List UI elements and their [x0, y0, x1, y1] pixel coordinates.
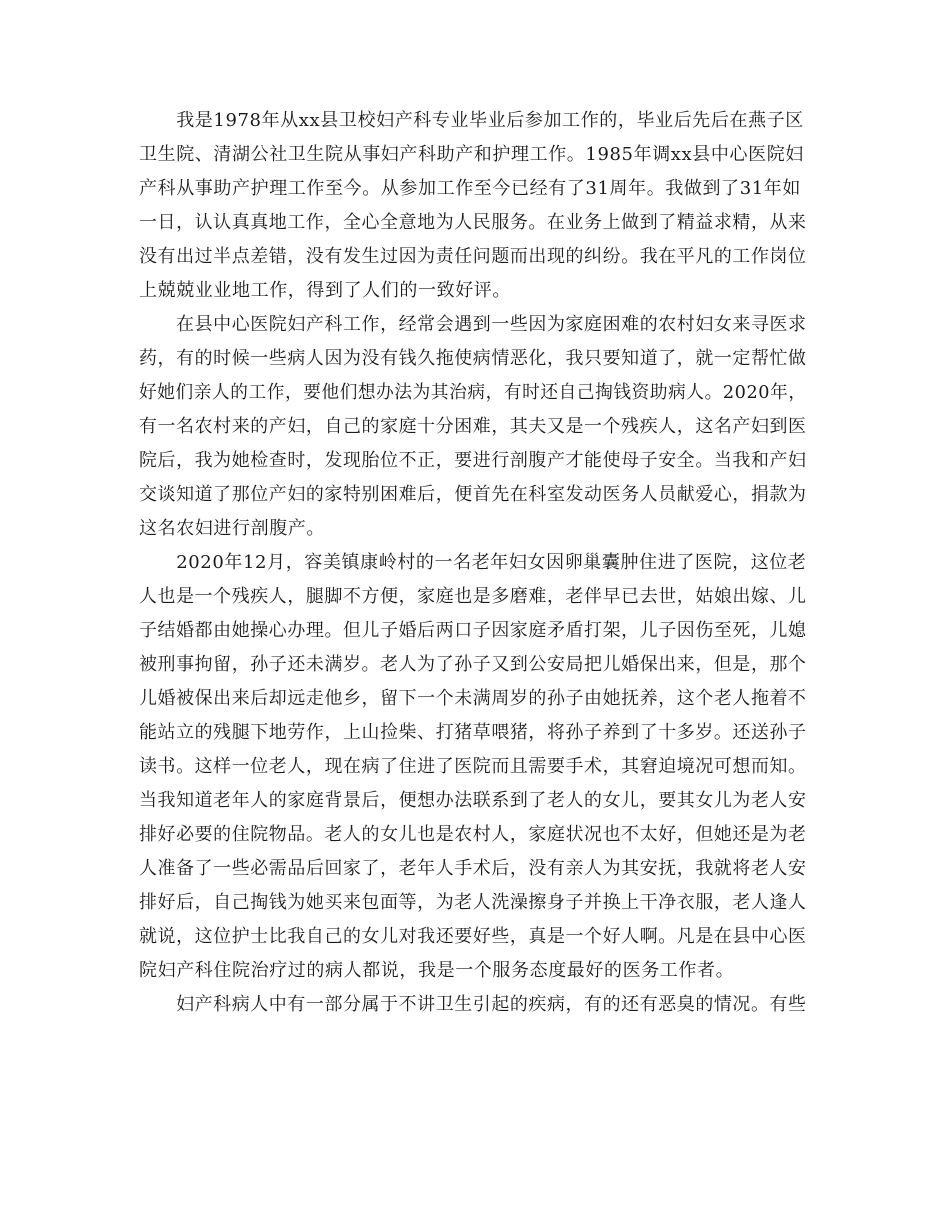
- text-line: 儿婚被保出来后却远走他乡，留下一个未满周岁的孙子由她抚养，这个老人拖着不: [139, 688, 807, 709]
- text-line: 排好必要的住院物品。老人的女儿也是农村人，家庭状况也不太好，但她还是为老: [139, 824, 807, 845]
- text-line: 在县中心医院妇产科工作，经常会遇到一些因为家庭困难的农村妇女来寻医求: [139, 314, 807, 335]
- text-line: 妇产科病人中有一部分属于不讲卫生引起的疾病，有的还有恶臭的情况。有些: [139, 994, 807, 1015]
- text-line: 院后，我为她检查时，发现胎位不正，要进行剖腹产才能使母子安全。当我和产妇: [139, 450, 807, 471]
- text-line: 当我知道老年人的家庭背景后，便想办法联系到了老人的女儿，要其女儿为老人安: [139, 790, 807, 811]
- text-line: 有一名农村来的产妇，自己的家庭十分困难，其夫又是一个残疾人，这名产妇到医: [139, 416, 807, 437]
- text-line: 药，有的时候一些病人因为没有钱久拖使病情恶化，我只要知道了，就一定帮忙做: [139, 348, 807, 369]
- text-line: 就说，这位护士比我自己的女儿对我还要好些，真是一个好人啊。凡是在县中心医: [139, 926, 807, 947]
- text-line: 没有出过半点差错，没有发生过因为责任问题而出现的纠纷。我在平凡的工作岗位: [139, 246, 807, 267]
- text-line: 产科从事助产护理工作至今。从参加工作至今已经有了31周年。我做到了31年如: [139, 178, 802, 199]
- text-line: 上兢兢业业地工作，得到了人们的一致好评。: [139, 280, 511, 301]
- text-line: 读书。这样一位老人，现在病了住进了医院而且需要手术，其窘迫境况可想而知。: [139, 756, 807, 777]
- text-line: 院妇产科住院治疗过的病人都说，我是一个服务态度最好的医务工作者。: [139, 960, 735, 981]
- text-line: 好她们亲人的工作，要他们想办法为其治病，有时还自己掏钱资助病人。2020年，: [139, 382, 807, 403]
- text-line: 这名农妇进行剖腹产。: [139, 518, 325, 539]
- text-line: 卫生院、清湖公社卫生院从事妇产科助产和护理工作。1985年调xx县中心医院妇: [139, 144, 804, 165]
- text-line: 子结婚都由她操心办理。但儿子婚后两口子因家庭矛盾打架，儿子因伤至死，儿媳: [139, 620, 807, 641]
- text-line: 2020年12月，容美镇康岭村的一名老年妇女因卵巢囊肿住进了医院，这位老: [139, 552, 807, 573]
- text-line: 一日，认认真真地工作，全心全意地为人民服务。在业务上做到了精益求精，从来: [139, 212, 807, 233]
- text-line: 人准备了一些必需品后回家了，老年人手术后，没有亲人为其安抚，我就将老人安: [139, 858, 807, 879]
- text-line: 交谈知道了那位产妇的家特别困难后，便首先在科室发动医务人员献爱心，捐款为: [139, 484, 807, 505]
- text-line: 人也是一个残疾人，腿脚不方便，家庭也是多磨难，老伴早已去世，姑娘出嫁、儿: [139, 586, 807, 607]
- text-line: 能站立的残腿下地劳作，上山捡柴、打猪草喂猪，将孙子养到了十多岁。还送孙子: [139, 722, 807, 743]
- text-line: 我是1978年从xx县卫校妇产科专业毕业后参加工作的，毕业后先后在燕子区: [139, 110, 804, 131]
- text-line: 排好后，自己掏钱为她买来包面等，为老人洗澡擦身子并换上干净衣服，老人逢人: [139, 892, 807, 913]
- text-line: 被刑事拘留，孙子还未满岁。老人为了孙子又到公安局把儿婚保出来，但是，那个: [139, 654, 807, 675]
